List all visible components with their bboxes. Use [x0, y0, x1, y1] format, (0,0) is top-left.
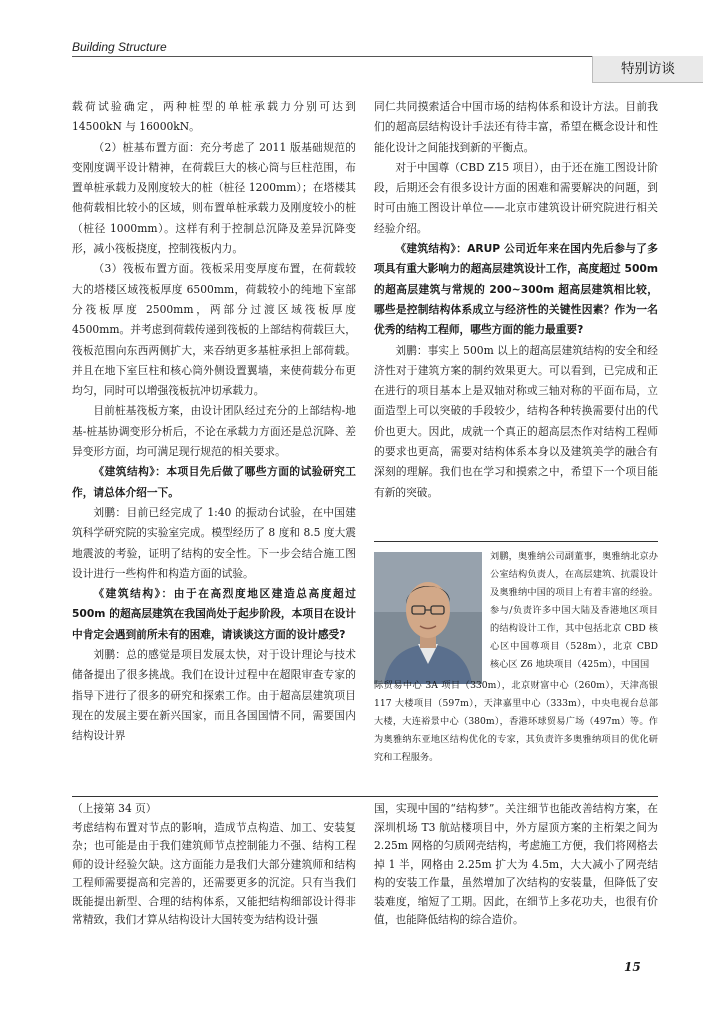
- paragraph: 对于中国尊（CBD Z15 项目），由于还在施工图设计阶段，后期还会有很多设计方面的困难和需要解决的问题，到时可由施工图设计单位——北京市建筑设计研究院进行相关经验介绍。: [374, 160, 658, 235]
- paragraph: 刘鹏：事实上 500m 以上的超高层建筑结构的安全和经济性对于建筑方案的制约效果更大。可以看到，已完成和正在进行的项目基本上是双轴对称或三轴对称的平面布局，立面造型上可以突破的手段较少，结构各种转换需要付出的代价也更大。因此，成就一个真正的超高层杰作对结构工程师的要求也更高，需要对结构体系本身以及建筑美学的融合有深刻的理解。我们也在学习和摸索之中，希望下一个项目能有新的突破。: [374, 343, 658, 499]
- paragraph: （3）筏板布置方面。筏板采用变厚度布置，在荷载较大的塔楼区域筏板厚度 6500mm，荷载较小的纯地下室部分筏板厚度 2500mm，两部分过渡区域筏板厚度 4500mm。并考虑到荷载传递到筏板的上部结构荷载巨大，筏板范围向东西两侧扩大，来吞纳更多基桩承担上部荷载。并且在地下室巨柱和核心筒外侧设置翼墙，来使荷载分布更均匀，同时可以增强筏板抗冲切承载力。: [72, 262, 356, 398]
- paragraph: 国，实现中国的“结构梦”。关注细节也能改善结构方案，在深圳机场 T3 航站楼项目中，外方屋顶方案的主桁架之间为 2.25m 网格的匀质网壳结构，考虑施工方便，我们将网格去掉 1 半，网格由 2.25m 扩大为 4.5m，大大减小了网壳结构的安装工作量，虽然增加了次结构的安装量，但降低了安装难度，缩短了工期。因此，在细节上多花功夫，也很有价值，也能降低结构的综合造价。: [374, 802, 658, 926]
- continued-from-note: （上接第 34 页）: [72, 802, 157, 815]
- continuation-rule: [72, 796, 658, 797]
- paragraph: 刘鹏：总的感觉是项目发展太快，对于设计理论与技术储备提出了很多挑战。我们在设计过程中在超限审查专家的指导下进行了很多的研究和探索工作。由于超高层建筑项目现在的发展主要在新兴国家，而且各国国情不同，需要国内结构设计界: [72, 648, 356, 743]
- paragraph: 载荷试验确定，两种桩型的单桩承载力分别可达到14500kN 与 16000kN。: [72, 100, 356, 134]
- paragraph: 同仁共同摸索适合中国市场的结构体系和设计方法。目前我们的超高层结构设计手法还有待丰富，希望在概念设计和性能化设计之间能找到新的平衡点。: [374, 100, 658, 154]
- continued-column-left: [72, 800, 356, 930]
- portrait-illustration: [374, 552, 482, 684]
- section-label: 特别访谈: [592, 56, 703, 83]
- bio-text-bottom: [374, 677, 658, 767]
- bio-paragraph: 际贸易中心 3A 项目（330m），北京财富中心（260m），天津高银 117 大楼项目（597m），天津嘉里中心（333m），中央电视台总部大楼，大连裕景中心（380m），香港环球贸易广场（497m）等。作为奥雅纳东亚地区结构优化的专家，其负责许多奥雅纳项目的优化研究和工程服务。: [374, 680, 658, 763]
- paragraph: 刘鹏：目前已经完成了 1:40 的振动台试验，在中国建筑科学研究院的实验室完成。模型经历了 8 度和 8.5 度大震地震波的考验，证明了结构的安全性。下一步会结合施工图设计进行一些构件和构造方面的试验。: [72, 505, 356, 580]
- text-column-right: [374, 97, 658, 503]
- continued-column-right: [374, 800, 658, 930]
- interview-question: 《建筑结构》：本项目先后做了哪些方面的试验研究工作，请总体介绍一下。: [72, 465, 356, 499]
- portrait-photo: [374, 552, 482, 684]
- bio-separator: [374, 541, 658, 542]
- bio-paragraph: 刘鹏，奥雅纳公司副董事，奥雅纳北京办公室结构负责人，在高层建筑、抗震设计及奥雅纳中国的项目上有着丰富的经验。参与/负责许多中国大陆及香港地区项目的结构设计工作，其中包括北京 CBD 核心区中国尊项目（528m），北京 CBD 核心区 Z6 地块项目（425m），中国国: [490, 551, 658, 670]
- interview-question: 《建筑结构》：由于在高烈度地区建造总高度超过 500m 的超高层建筑在我国尚处于起步阶段，本项目在设计中肯定会遇到前所未有的困难，请谈谈这方面的设计感受?: [72, 587, 356, 641]
- paragraph: 目前桩基筏板方案，由设计团队经过充分的上部结构-地基-桩基协调变形分析后，不论在承载力方面还是总沉降、差异变形方面，均可满足现行规范的相关要求。: [72, 404, 356, 459]
- journal-title: Building Structure: [72, 40, 167, 54]
- interview-question: 《建筑结构》：ARUP 公司近年来在国内先后参与了多项具有重大影响力的超高层建筑设计工作，高度超过 500m 的超高层建筑与常规的 200~300m 超高层建筑相比较，哪些是控制结构体系成立与经济性的关键性因素？作为一名优秀的结构工程师，哪些方面的能力最重要?: [374, 242, 658, 337]
- bio-text-top: [490, 548, 658, 674]
- paragraph: 考虑结构布置对节点的影响，造成节点构造、加工、安装复杂；也可能是由于我们建筑师节点控制能力不强、结构工程师的设计经验欠缺。这方面能力是我们大部分建筑师和结构工程师需要提高和完善的，还需要更多的沉淀。只有当我们既能提出新型、合理的结构体系，又能把结构细部设计得非常精致，我们才算从结构设计大国转变为结构设计强: [72, 820, 356, 926]
- page-number: 15: [624, 960, 641, 974]
- text-column-left: [72, 97, 356, 747]
- paragraph: （2）桩基布置方面：充分考虑了 2011 版基础规范的变刚度调平设计精神，在荷载巨大的核心筒与巨柱范围，布置单桩承载力及刚度较大的桩（桩径 1200mm）；在塔楼其他荷载相比较小的区域，则布置单桩承载力及刚度较小的桩（桩径 1000mm）。这样有利于控制总沉降及差异沉降变形，减小筏板挠度，控制筏板内力。: [72, 140, 356, 256]
